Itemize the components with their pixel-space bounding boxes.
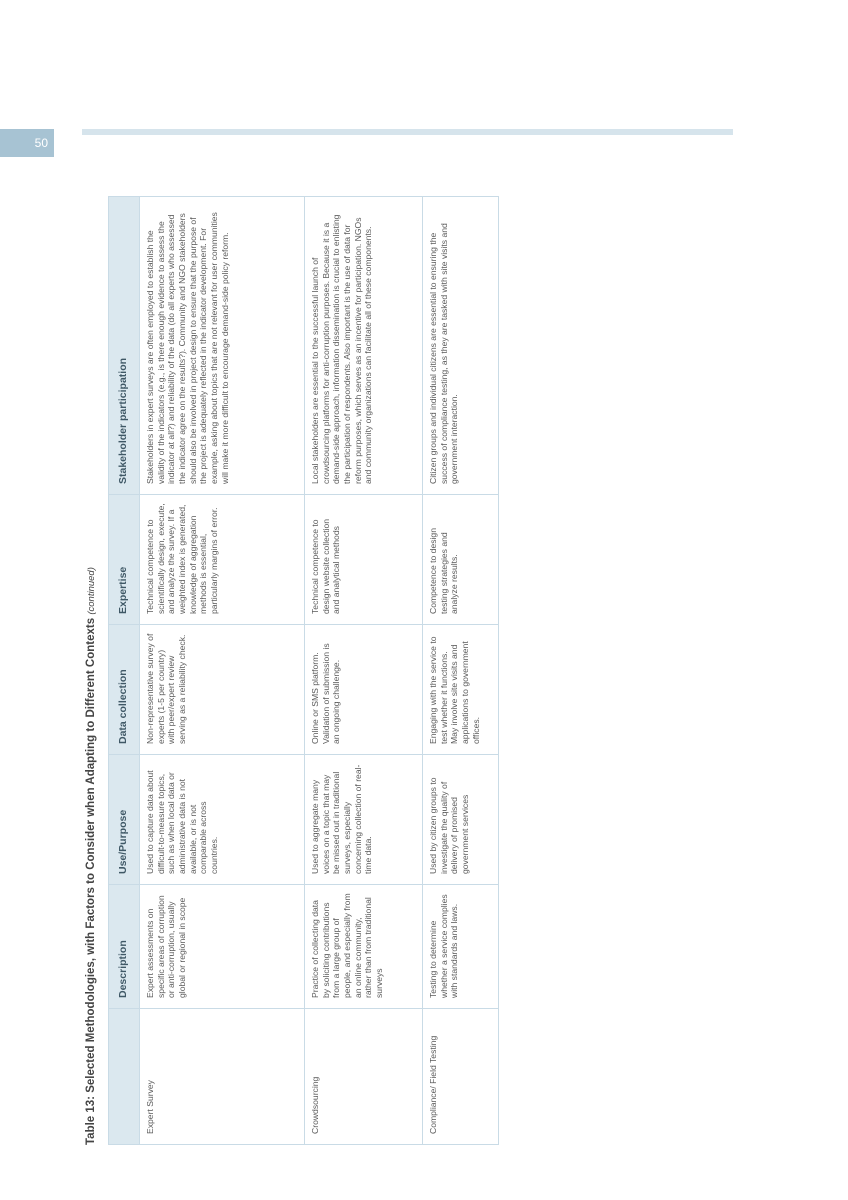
- header-cell-description: Description: [109, 885, 140, 1009]
- table-title-text: Table 13: Selected Methodologies, with Factors to Consider when Adapting to Different Contexts: [85, 617, 97, 1145]
- expertise-cell: Technical competence to scientifically design, execute, and analyze the survey. If a weighted index is generated, knowledge of aggregation methods is essential, particularly margins of error.: [140, 495, 305, 625]
- method-name-cell: Compliance/ Field Testing: [423, 1009, 499, 1145]
- table-row: [305, 197, 423, 1145]
- expertise-cell: Technical competence to design website collection and analytical methods: [305, 495, 423, 625]
- use-purpose-cell: Used to capture data about difficult-to-measure topics, such as when local data or administrative data is not available, or is not comparable across countries.: [140, 755, 305, 885]
- use-purpose-cell: Used to aggregate many voices on a topic that may be missed out in traditional surveys, especially concerning collection of real-time data.: [305, 755, 423, 885]
- stakeholder-participation-cell: Local stakeholders are essential to the successful launch of crowdsourcing platforms for anti-corruption purposes. Because it is a demand-side approach, information dissemination is crucial to enlisting the participation of respondents. Also important is the use of data for reform purposes, which serves as an incentive for participation. NGOs and community organizations can facilitate all of these components.: [305, 197, 423, 495]
- use-purpose-cell: Used by citizen groups to investigate the quality of delivery of promised government services: [423, 755, 499, 885]
- description-cell: Practice of collecting data by soliciting contributions from a large group of people, and especially from an online community, rather than from traditional surveys: [305, 885, 423, 1009]
- header-cell-blank: [109, 1009, 140, 1145]
- stakeholder-participation-cell: Stakeholders in expert surveys are often employed to establish the validity of the indicators (e.g., is there enough evidence to assess the indicator at all?) and reliability of the data (do all experts who assessed the indicator agree on the results?). Community and NGO stakeholders should also be involved in project design to ensure that the purpose of the project is adequately reflected in the indicator development. For example, asking about topics that are not relevant for user communities will make it more difficult to encourage demand-side policy reform.: [140, 197, 305, 495]
- data-collection-cell: Online or SMS platform. Validation of submission is an ongoing challenge.: [305, 625, 423, 755]
- header-cell-stakeholder-participation: Stakeholder participation: [109, 197, 140, 495]
- stakeholder-participation-cell: Citizen groups and individual citizens are essential to ensuring the success of compliance testing, as they are tasked with site visits and government interaction.: [423, 197, 499, 495]
- table-title: [82, 145, 100, 1145]
- methodologies-table: [108, 196, 499, 1145]
- header-cell-data-collection: Data collection: [109, 625, 140, 755]
- description-cell: Testing to determine whether a service complies with standards and laws.: [423, 885, 499, 1009]
- table-row: [423, 197, 499, 1145]
- table-header-row: [109, 197, 140, 1145]
- header-rule: [82, 129, 733, 135]
- method-name-cell: Crowdsourcing: [305, 1009, 423, 1145]
- expertise-cell: Competence to design testing strategies and analyze results.: [423, 495, 499, 625]
- table-row: [140, 197, 305, 1145]
- data-collection-cell: Engaging with the service to test whether it functions. May involve site visits and applications to government offices.: [423, 625, 499, 755]
- method-name-cell: Expert Survey: [140, 1009, 305, 1145]
- table-title-continued: (continued): [86, 567, 97, 615]
- header-cell-expertise: Expertise: [109, 495, 140, 625]
- page-number: 50: [0, 129, 54, 157]
- header-cell-use-purpose: Use/Purpose: [109, 755, 140, 885]
- description-cell: Expert assessments on specific areas of corruption or anti-corruption, usually global or regional in scope: [140, 885, 305, 1009]
- rotated-table-region: [82, 145, 520, 1145]
- data-collection-cell: Non-representative survey of experts (1-5 per country) with peer/expert review serving as a reliability check.: [140, 625, 305, 755]
